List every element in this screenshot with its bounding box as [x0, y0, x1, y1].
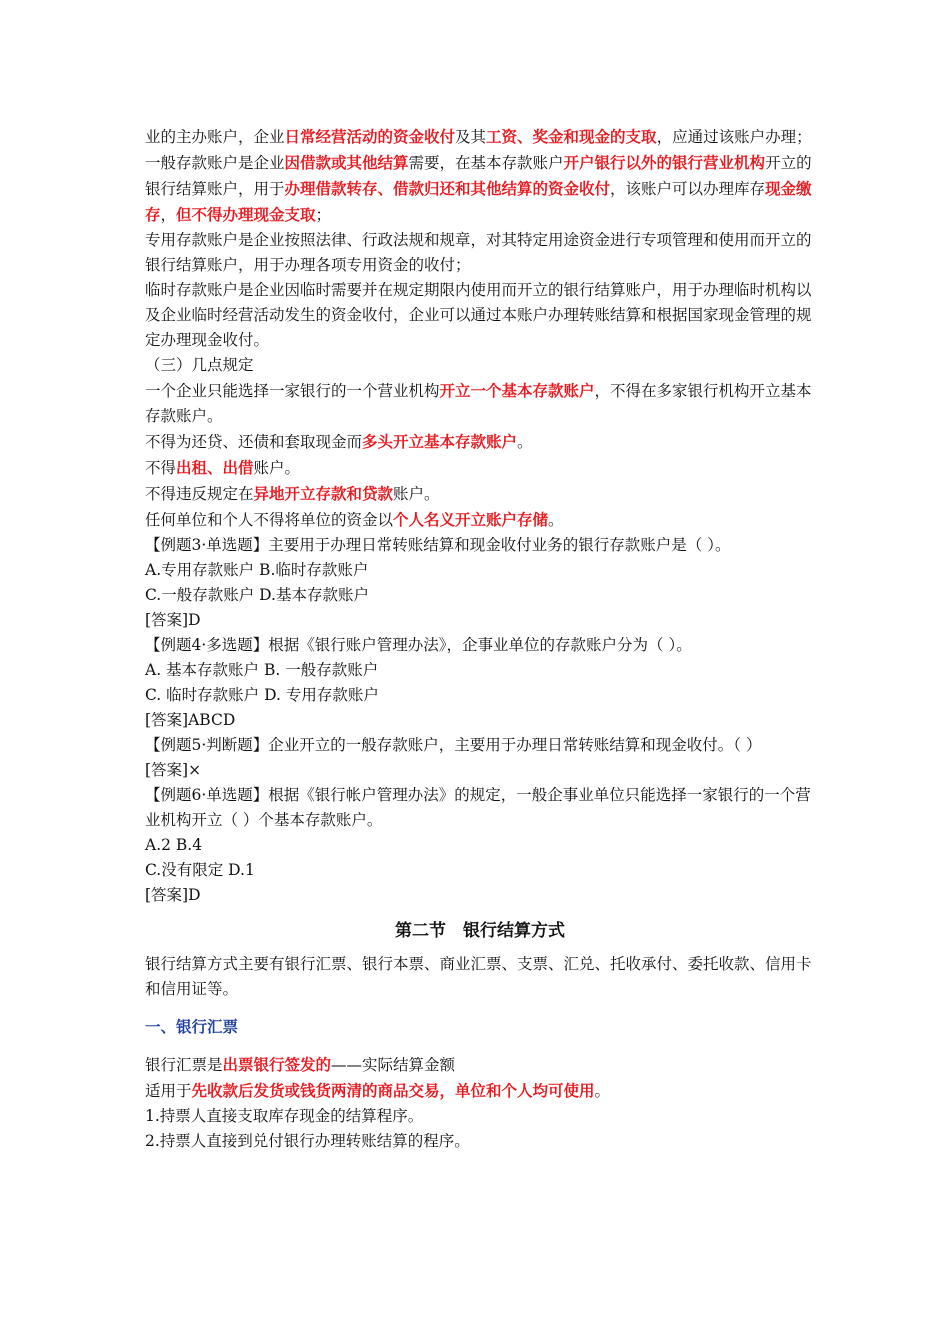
highlight-text: 但不得办理现金支取	[176, 205, 316, 224]
paragraph	[145, 783, 815, 833]
text-run: 不得	[145, 459, 177, 477]
text-run: A.2 B.4	[145, 836, 203, 854]
text-run: A.专用存款账户 B.临时存款账户	[145, 561, 369, 579]
paragraph	[145, 533, 815, 558]
highlight-text: 异地开立存款和贷款	[253, 484, 394, 503]
text-run: 需要，在基本存款账户	[408, 154, 564, 172]
highlight-text: 开户银行以外的银行营业机构	[563, 153, 766, 172]
paragraph	[145, 481, 815, 507]
text-run: 一个企业只能选择一家银行的一个营业机构	[145, 382, 440, 400]
text-run: 【例题6·单选题】根据《银行帐户管理办法》的规定，一般企事业单位只能选择一家银行的一个营业机构开立（ ）个基本存款账户。	[145, 786, 811, 829]
paragraph	[145, 758, 815, 783]
paragraph	[145, 558, 815, 583]
text-run: 一般存款账户是企业	[145, 154, 285, 172]
paragraph	[145, 455, 815, 481]
highlight-text: 工资、奖金和现金的支取	[486, 127, 657, 146]
paragraph	[145, 1129, 815, 1154]
subsection-heading-text: 一、银行汇票	[145, 1017, 239, 1036]
paragraph	[145, 1078, 815, 1104]
highlight-text: 出租、出借	[176, 458, 254, 477]
highlight-text: 个人名义开立账户存储	[393, 510, 549, 529]
text-run: 【例题5·判断题】企业开立的一般存款账户，主要用于办理日常转账结算和现金收付。（ ）	[145, 736, 762, 754]
text-run: 不得为还贷、还债和套取现金而	[145, 433, 363, 451]
text-run: 业的主办账户，企业	[145, 128, 285, 146]
text-run: ；	[315, 206, 332, 224]
text-run: ，	[160, 206, 177, 224]
section-title: 第二节 银行结算方式	[395, 921, 565, 941]
text-run: 。	[517, 433, 533, 451]
text-run: ，不得在多家银行机构开立基本存款账户。	[145, 382, 812, 425]
text-run: 【例题3·单选题】主要用于办理日常转账结算和现金收付业务的银行存款账户是（ ）。	[145, 536, 731, 554]
text-run: A. 基本存款账户 B. 一般存款账户	[145, 661, 379, 679]
paragraph	[145, 1052, 815, 1078]
highlight-text: 办理借款转存、借款归还和其他结算的资金收付	[284, 179, 611, 198]
paragraph	[145, 883, 815, 908]
text-run: [答案]ABCD	[145, 711, 236, 729]
text-run: 及其	[455, 128, 487, 146]
text-run: 。	[594, 1082, 611, 1100]
document-body	[145, 124, 815, 1154]
paragraph	[145, 658, 815, 683]
text-run: [答案]×	[145, 761, 202, 779]
paragraph	[145, 583, 815, 608]
paragraph	[145, 1104, 815, 1129]
text-run: ——实际结算金额	[331, 1056, 456, 1074]
highlight-text: 因借款或其他结算	[284, 153, 409, 172]
text-run: [答案]D	[145, 611, 201, 629]
text-run: 银行汇票是	[145, 1056, 223, 1074]
text-run: 开立的银行结算账户，用于	[145, 154, 812, 198]
text-run: 。	[548, 511, 564, 529]
paragraph	[145, 633, 815, 658]
paragraph	[145, 353, 815, 378]
paragraph	[145, 378, 815, 429]
highlight-text: 现金缴存	[145, 179, 812, 224]
text-run: 2.持票人直接到兑付银行办理转账结算的程序。	[145, 1132, 470, 1150]
paragraph	[145, 833, 815, 858]
text-run: C.一般存款账户 D.基本存款账户	[145, 586, 369, 604]
highlight-text: 开立一个基本存款账户	[439, 381, 595, 400]
paragraph	[145, 683, 815, 708]
paragraph	[145, 228, 815, 278]
text-run: 适用于	[145, 1082, 192, 1100]
text-run: 【例题4·多选题】根据《银行账户管理办法》，企事业单位的存款账户分为（ ）。	[145, 636, 692, 654]
section-bank-draft	[145, 1052, 815, 1154]
highlight-text: 多头开立基本存款账户	[362, 432, 518, 451]
text-run: 专用存款账户是企业按照法律、行政法规和规章，对其特定用途资金进行专项管理和使用而开立的银行结算账户，用于办理各项专用资金的收付；	[145, 231, 812, 274]
text-run: C. 临时存款账户 D. 专用存款账户	[145, 686, 379, 704]
paragraph	[145, 708, 815, 733]
paragraph	[145, 858, 815, 883]
text-run: 账户。	[393, 485, 440, 503]
text-run: C.没有限定 D.1	[145, 861, 255, 879]
text-run: 账户。	[253, 459, 301, 477]
text-run: 临时存款账户是企业因临时需要并在规定期限内使用而开立的银行结算账户，用于办理临时机构以及企业临时经营活动发生的资金收付，企业可以通过本账户办理转账结算和根据国家现金管理的规定办理现金收付。	[145, 281, 812, 349]
highlight-text: 出票银行签发的	[222, 1055, 332, 1074]
paragraph	[145, 124, 815, 150]
paragraph	[145, 429, 815, 455]
text-run: 1.持票人直接支取库存现金的结算程序。	[145, 1107, 424, 1125]
highlight-text: 先收款后发货或钱货两清的商品交易，单位和个人均可使用	[191, 1081, 595, 1100]
text-run: （三）几点规定	[145, 356, 254, 374]
text-run: [答案]D	[145, 886, 201, 904]
text-run: 不得违反规定在	[145, 485, 254, 503]
paragraph	[145, 608, 815, 633]
paragraph	[145, 278, 815, 353]
section-account-types	[145, 124, 815, 908]
paragraph	[145, 150, 815, 228]
text-run: ，应通过该账户办理；	[656, 128, 812, 146]
paragraph	[145, 507, 815, 533]
paragraph	[145, 733, 815, 758]
text-run: ，该账户可以办理库存	[610, 180, 766, 198]
section-intro: 银行结算方式主要有银行汇票、银行本票、商业汇票、支票、汇兑、托收承付、委托收款、信用卡和信用证等。	[145, 955, 812, 998]
text-run: 任何单位和个人不得将单位的资金以	[145, 511, 394, 529]
subsection-heading	[145, 1014, 815, 1040]
highlight-text: 日常经营活动的资金收付	[284, 127, 456, 146]
